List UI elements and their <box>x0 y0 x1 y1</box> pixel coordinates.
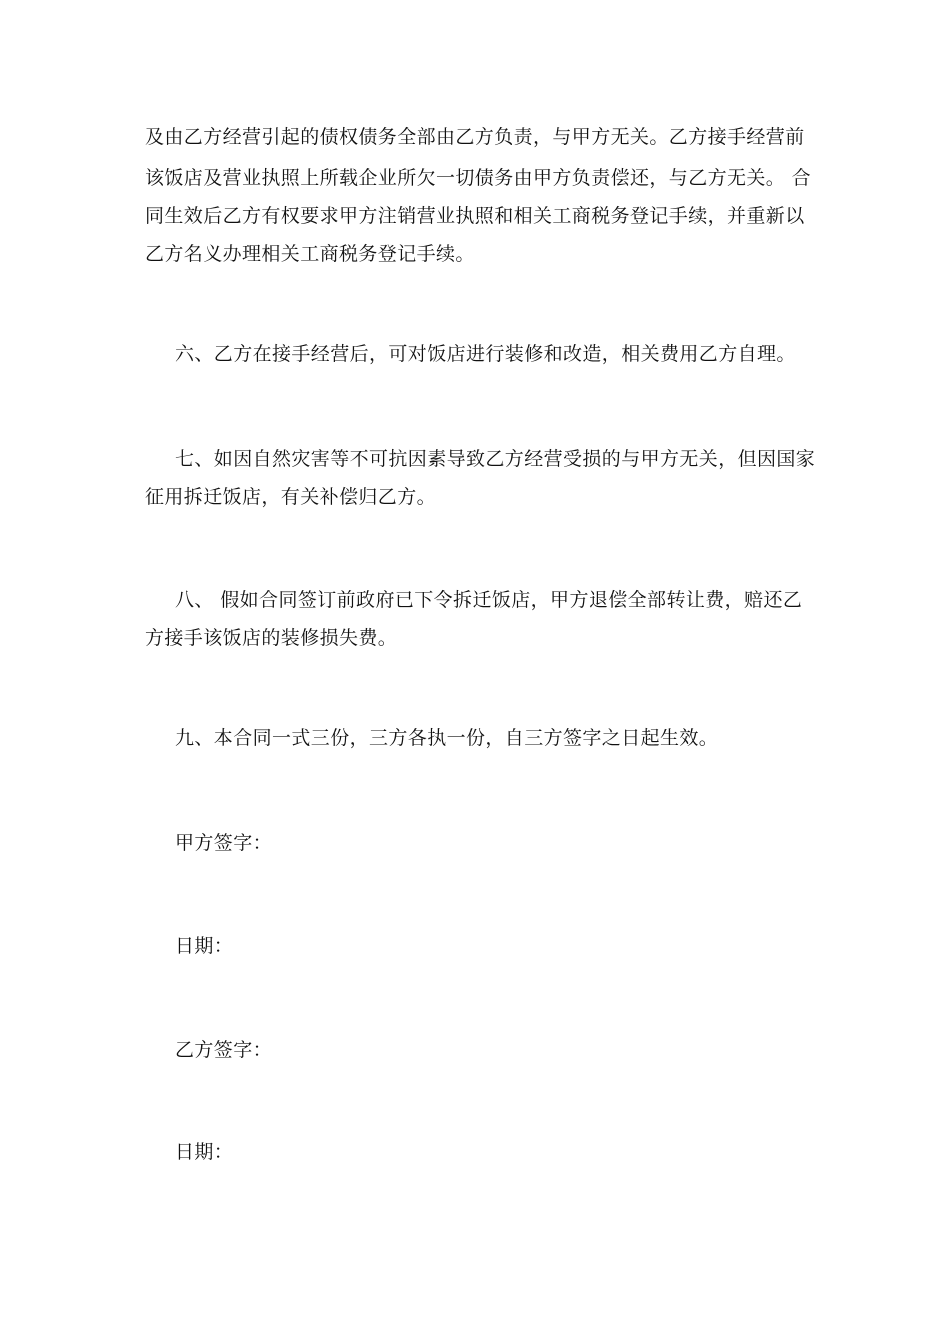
clause-8-line: 方接手该饭店的装修损失费。 <box>145 627 398 649</box>
clause-7-line: 征用拆迁饭店，有关补偿归乙方。 <box>145 486 437 508</box>
party-b-date-label: 日期： <box>175 1141 234 1163</box>
clause-9: 九、本合同一式三份，三方各执一份，自三方签字之日起生效。 <box>175 727 719 749</box>
paragraph-line: 及由乙方经营引起的债权债务全部由乙方负责，与甲方无关。乙方接手经营前 <box>145 126 805 148</box>
party-a-date-label: 日期： <box>175 935 234 957</box>
party-a-signature-label: 甲方签字： <box>175 832 273 854</box>
clause-8-line: 八、 假如合同签订前政府已下令拆迁饭店，甲方退偿全部转让费，赔还乙 <box>175 589 803 611</box>
paragraph-line: 同生效后乙方有权要求甲方注销营业执照和相关工商税务登记手续，并重新以 <box>145 205 805 227</box>
clause-7-line: 七、如因自然灾害等不可抗因素导致乙方经营受损的与甲方无关，但因国家 <box>175 448 816 470</box>
paragraph-line: 乙方名义办理相关工商税务登记手续。 <box>145 243 475 265</box>
paragraph-line: 该饭店及营业执照上所载企业所欠一切债务由甲方负责偿还，与乙方无关。 合 <box>145 167 812 189</box>
clause-6: 六、乙方在接手经营后，可对饭店进行装修和改造，相关费用乙方自理。 <box>175 343 796 365</box>
party-b-signature-label: 乙方签字： <box>175 1039 273 1061</box>
